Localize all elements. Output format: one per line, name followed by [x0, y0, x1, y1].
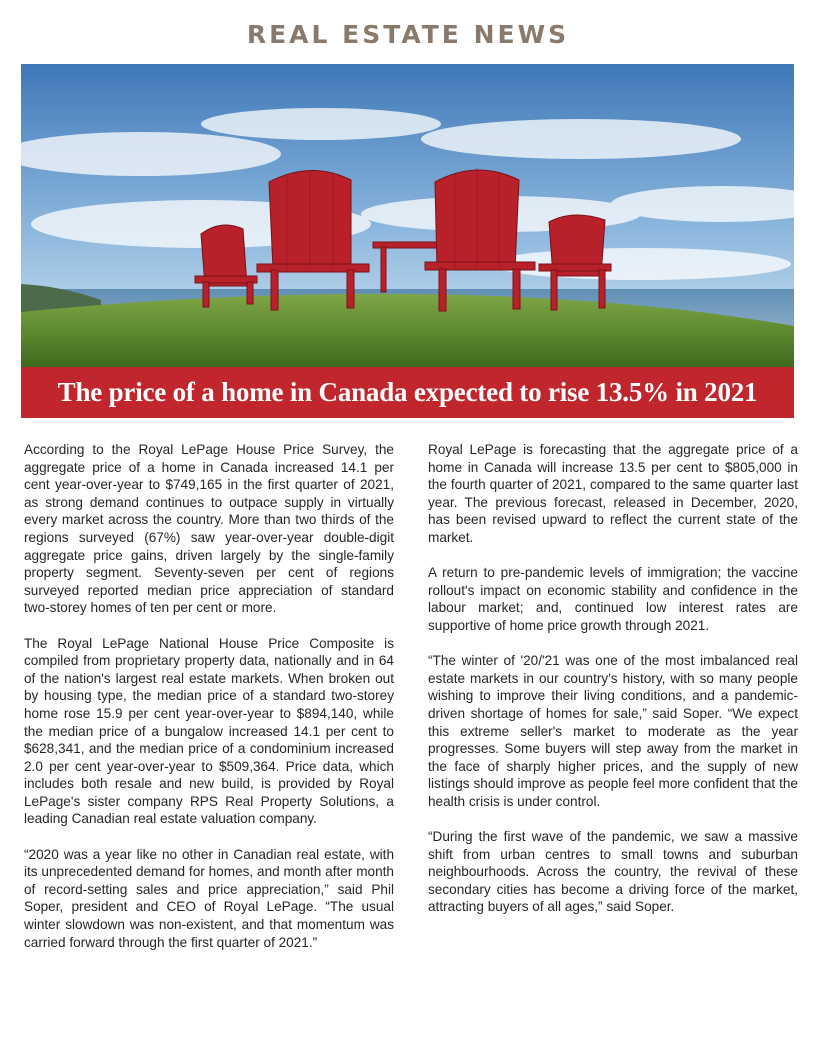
article-paragraph: “2020 was a year like no other in Canadian real estate, with its unprecedented demand for homes, and month after month of record-setting sales and price appreciation,” said Phil Soper, president and CEO of Royal LePage. “The usual winter slowdown was non-existent, and that momentum was carried forward through the first quarter of 2021.” — [24, 846, 394, 950]
article-paragraph: A return to pre-pandemic levels of immigration; the vaccine rollout's impact on economic stability and confidence in the labour market; and, continued low interest rates are supportive of home price growth through 2021. — [428, 565, 798, 633]
article-paragraph: “During the first wave of the pandemic, we saw a massive shift from urban centres to small towns and suburban neighbourhoods. Across the country, the revival of these secondary cities has become a driving force of the market, attracting buyers of all ages,” said Soper. — [428, 829, 798, 915]
article-paragraph: The Royal LePage National House Price Composite is compiled from proprietary property data, nationally and in 64 of the nation's largest real estate markets. When broken out by housing type, the median price of a standard two-storey home rose 15.9 per cent year-over-year to $894,140, while the median price of a bungalow increased 14.1 per cent to $628,341, and the median price of a condominium increased 2.0 per cent year-over-year to $509,364. Price data, which includes both resale and new build, is provided by Royal LePage's sister company RPS Real Property Solutions, a leading Canadian real estate valuation company. — [24, 635, 394, 827]
article-left-column — [24, 441, 394, 969]
headline-banner — [21, 367, 794, 418]
article-right-column — [428, 441, 798, 934]
article-paragraph: According to the Royal LePage House Price Survey, the aggregate price of a home in Canada increased 14.1 per cent year-over-year to $749,165 in the first quarter of 2021, as strong demand continues to outpace supply in virtually every market across the country. More than two thirds of the regions surveyed (67%) saw year-over-year double-digit aggregate price gains, driven largely by the single-family property segment. Seventy-seven per cent of regions surveyed reported median price appreciation of standard two-storey homes of ten per cent or more. — [24, 442, 394, 616]
hero-photo — [21, 64, 794, 367]
article-headline: The price of a home in Canada expected to rise 13.5% in 2021 — [57, 377, 758, 407]
adirondack-chairs-image — [21, 64, 794, 367]
article-paragraph: “The winter of '20/'21 was one of the most imbalanced real estate markets in our country's history, with so many people wishing to improve their living conditions, and a pandemic-driven shortage of homes for sale,” said Soper. “We expect this extreme seller's market to moderate as the year progresses. Some buyers will step away from the market in the face of sharply higher prices, and the supply of new listings should improve as people feel more confident that the health crisis is under control. — [428, 653, 798, 809]
section-title: REAL ESTATE NEWS — [246, 20, 570, 49]
article-paragraph: Royal LePage is forecasting that the aggregate price of a home in Canada will increase 13.5 per cent to $805,000 in the fourth quarter of 2021, compared to the same quarter last year. The previous forecast, released in December, 2020, has been revised upward to reflect the current state of the market. — [428, 442, 798, 545]
